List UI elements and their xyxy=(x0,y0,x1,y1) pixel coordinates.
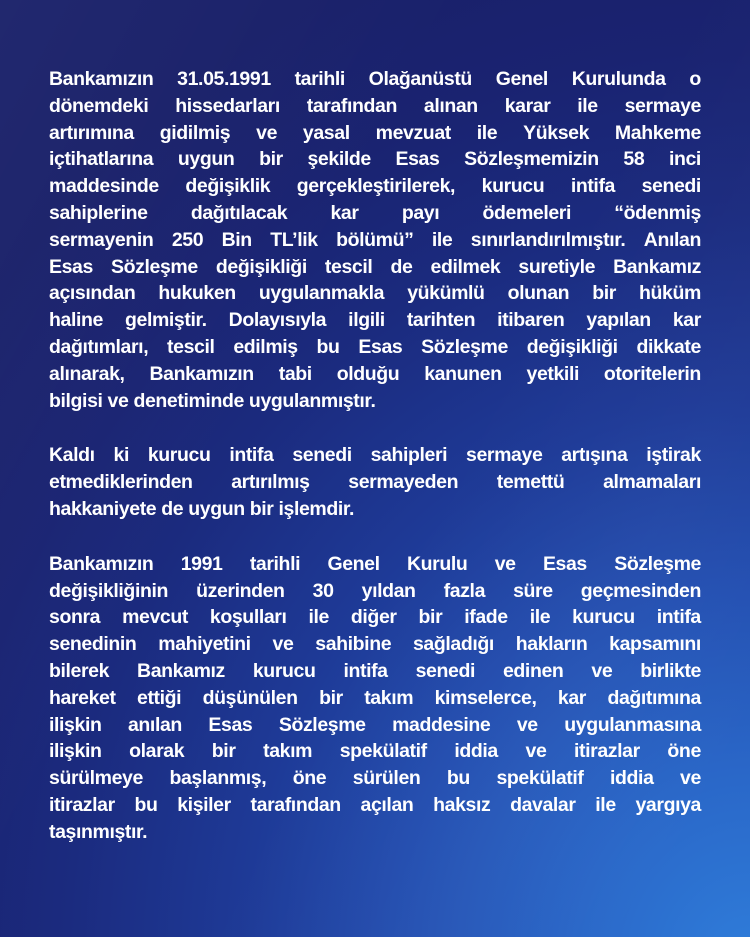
text-line: dönemdeki hissedarları tarafından alınan karar ile sermaye xyxy=(49,94,701,117)
text-line: itirazlar bu kişiler tarafından açılan haksız davalar ile yargıya xyxy=(49,793,701,816)
text-line: Kaldı ki kurucu intifa senedi sahipleri sermaye artışına iştirak xyxy=(49,444,701,467)
text-line: artırımına gidilmiş ve yasal mevzuat ile Yüksek Mahkeme xyxy=(49,121,701,144)
text-line: ilişkin olarak bir takım spekülatif iddia ve itirazlar öne xyxy=(49,740,701,763)
text-line: sermayenin 250 Bin TL’lik bölümü” ile sınırlandırılmıştır. Anılan xyxy=(49,228,701,251)
text-line: haline gelmiştir. Dolayısıyla ilgili tarihten itibaren yapılan kar xyxy=(49,309,701,332)
paragraph xyxy=(49,551,701,846)
text-line: senedinin mahiyetini ve sahibine sağladığı hakların kapsamını xyxy=(49,633,701,656)
text-line: bilerek Bankamız kurucu intifa senedi edinen ve birlikte xyxy=(49,659,701,682)
text-line: hakkaniyete de uygun bir işlemdir. xyxy=(49,497,355,520)
text-line: açısından hukuken uygulanmakla yükümlü olunan bir hüküm xyxy=(49,282,701,305)
text-line: Esas Sözleşme değişikliği tescil de edilmek suretiyle Bankamız xyxy=(49,255,701,278)
text-line: dağıtımları, tescil edilmiş bu Esas Sözleşme değişikliği dikkate xyxy=(49,335,701,358)
text-line: maddesinde değişiklik gerçekleştirilerek, kurucu intifa senedi xyxy=(49,175,701,198)
paragraph xyxy=(49,442,701,522)
text-line: Bankamızın 31.05.1991 tarihli Olağanüstü Genel Kurulunda o xyxy=(49,68,701,90)
text-line: içtihatlarına uygun bir şekilde Esas Sözleşmemizin 58 inci xyxy=(49,148,701,171)
text-line: Bankamızın 1991 tarihli Genel Kurulu ve Esas Sözleşme xyxy=(49,552,701,575)
text-line: bilgisi ve denetiminde uygulanmıştır. xyxy=(49,389,376,412)
paragraph xyxy=(49,66,701,414)
text-line: alınarak, Bankamızın tabi olduğu kanunen yetkili otoritelerin xyxy=(49,362,701,385)
statement-document xyxy=(49,66,701,846)
text-line: sürülmeye başlanmış, öne sürülen bu spekülatif iddia ve xyxy=(49,767,701,790)
text-line: sonra mevcut koşulları ile diğer bir ifade ile kurucu intifa xyxy=(49,606,701,629)
text-line: ilişkin anılan Esas Sözleşme maddesine ve uygulanmasına xyxy=(49,713,701,736)
text-line: sahiplerine dağıtılacak kar payı ödemeleri “ödenmiş xyxy=(49,201,701,224)
text-line: etmediklerinden artırılmış sermayeden temettü almamaları xyxy=(49,471,701,494)
text-line: değişikliğinin üzerinden 30 yıldan fazla süre geçmesinden xyxy=(49,579,701,602)
text-line: hareket ettiği düşünülen bir takım kimselerce, kar dağıtımına xyxy=(49,686,701,709)
text-line: taşınmıştır. xyxy=(49,820,148,843)
